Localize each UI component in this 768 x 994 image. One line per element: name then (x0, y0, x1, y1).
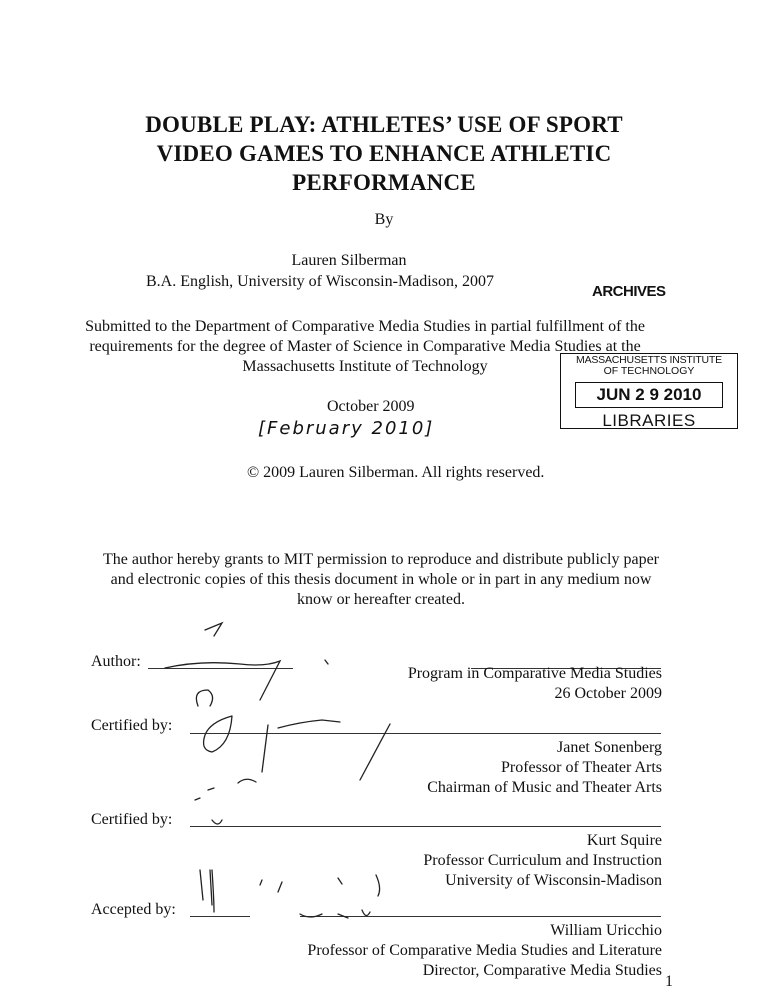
certifier-1-signature-mark-4 (360, 724, 390, 780)
submission-line-1: Submitted to the Department of Comparative Media Studies in partial fulfillment of the (85, 318, 645, 335)
author-signature-mark-3 (196, 690, 212, 706)
permission-line-2: and electronic copies of this thesis document in whole or in part in any medium now (110, 571, 652, 588)
stamp-institute: MASSACHUSETTS INSTITUTE (576, 354, 722, 366)
permission-line-3: know or hereafter created. (297, 591, 465, 608)
certifier-1-signature-mark-6 (195, 788, 214, 800)
author-signature-mark-1 (205, 623, 222, 636)
certifier-2-label: Certified by: (91, 811, 173, 828)
stamp-technology: OF TECHNOLOGY (603, 365, 695, 377)
certifier-2-signature-mark-2 (200, 870, 212, 905)
by-label: By (374, 211, 394, 228)
certifier-1-signature-mark-5 (238, 779, 256, 783)
certifier-2-title: Professor Curriculum and Instruction (423, 852, 662, 869)
acceptor-label: Accepted by: (91, 901, 176, 918)
author-sign-date: 26 October 2009 (554, 685, 662, 702)
certifier-1-label: Certified by: (91, 717, 173, 734)
title-line-1: DOUBLE PLAY: ATHLETES’ USE OF SPORT (145, 112, 623, 137)
certifier-2-institution: University of Wisconsin-Madison (445, 872, 662, 889)
certifier-1-title: Professor of Theater Arts (501, 759, 662, 776)
permission-line-1: The author hereby grants to MIT permission to reproduce and distribute publicly paper (103, 551, 659, 568)
acceptor-title: Professor of Comparative Media Studies and Literature (307, 942, 662, 959)
stamp-libraries: LIBRARIES (602, 411, 696, 430)
page-number: 1 (665, 973, 673, 990)
acceptor-signature-mark-1 (212, 870, 214, 912)
certifier-1-role: Chairman of Music and Theater Arts (427, 779, 662, 796)
author-name: Lauren Silberman (291, 252, 407, 269)
certifier-1-signature-mark-2 (262, 725, 268, 772)
certifier-2-signature-mark-4 (376, 875, 380, 896)
copyright-notice: © 2009 Lauren Silberman. All rights reserved. (247, 464, 545, 481)
archives-stamp: ARCHIVES (592, 283, 666, 300)
certifier-1-signature-mark-3 (278, 720, 340, 728)
acceptor-role: Director, Comparative Media Studies (422, 962, 662, 979)
stamp-date: JUN 2 9 2010 (575, 382, 723, 408)
certifier-2-name: Kurt Squire (586, 832, 662, 849)
prior-degree: B.A. English, University of Wisconsin-Madison, 2007 (146, 273, 494, 290)
certifier-2-signature-mark-1 (212, 820, 222, 824)
certifier-1-name: Janet Sonenberg (556, 739, 662, 756)
author-signature-mark-2 (165, 661, 280, 700)
handwritten-date: [February 2010] (258, 418, 435, 439)
submission-line-2: requirements for the degree of Master of Science in Comparative Media Studies at the (89, 338, 641, 355)
title-line-3: PERFORMANCE (292, 170, 476, 195)
author-label: Author: (91, 653, 141, 670)
certifier-2-signature-mark-3 (260, 878, 342, 892)
title-line-2: VIDEO GAMES TO ENHANCE ATHLETIC (156, 141, 612, 166)
author-signature-mark-4 (325, 660, 328, 664)
thesis-date: October 2009 (327, 398, 415, 415)
submission-line-3: Massachusetts Institute of Technology (242, 358, 488, 375)
author-program: Program in Comparative Media Studies (407, 665, 662, 682)
certifier-1-signature-mark-1 (204, 716, 232, 752)
acceptor-signature-mark-2 (300, 910, 370, 918)
acceptor-name: William Uricchio (550, 922, 662, 939)
